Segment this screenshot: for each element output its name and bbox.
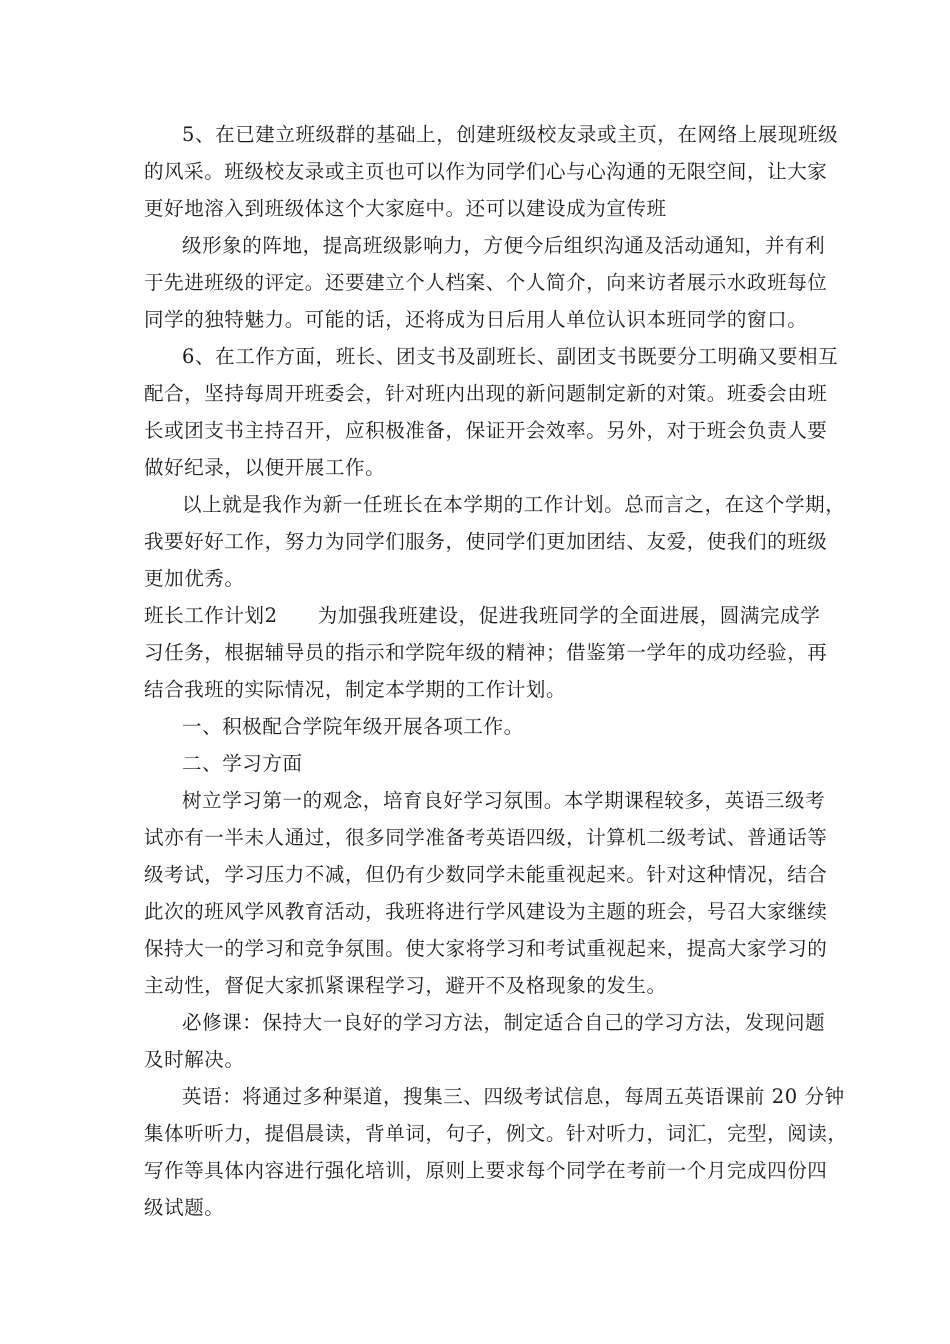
- paragraph-line: 的风采。班级校友录或主页也可以作为同学们心与心沟通的无限空间，让大家: [144, 160, 828, 183]
- paragraph-line: 长或团支书主持召开，应积极准备，保证开会效率。另外，对于班会负责人要: [144, 419, 828, 442]
- list-item-line: 二、学习方面: [182, 752, 303, 775]
- paragraph-line: 保持大一的学习和竞争氛围。使大家将学习和考试重视起来，提高大家学习的: [144, 937, 828, 960]
- paragraph-line: 树立学习第一的观念，培育良好学习氛围。本学期课程较多，英语三级考: [182, 789, 826, 812]
- paragraph-line: 此次的班风学风教育活动，我班将进行学风建设为主题的班会，号召大家继续: [144, 900, 828, 923]
- paragraph-line: 做好纪录，以便开展工作。: [144, 456, 386, 479]
- paragraph-line: 更好地溶入到班级体这个大家庭中。还可以建设成为宣传班: [144, 197, 667, 220]
- paragraph-line: 结合我班的实际情况，制定本学期的工作计划。: [144, 678, 567, 701]
- paragraph-line: 级试题。: [144, 1196, 225, 1219]
- paragraph-line: 配合，坚持每周开班委会，针对班内出现的新问题制定新的对策。班委会由班: [144, 382, 828, 405]
- paragraph-line: 习任务，根据辅导员的指示和学院年级的精神；借鉴第一学年的成功经验，再: [144, 641, 828, 664]
- paragraph-line: 以上就是我作为新一任班长在本学期的工作计划。总而言之，在这个学期，: [182, 493, 846, 516]
- paragraph-line: 5、在已建立班级群的基础上，创建班级校友录或主页，在网络上展现班级: [182, 123, 839, 146]
- paragraph-line: 试亦有一半未人通过，很多同学准备考英语四级，计算机二级考试、普通话等: [144, 826, 828, 849]
- paragraph-line: 级考试，学习压力不减，但仍有少数同学未能重视起来。针对这种情况，结合: [144, 863, 828, 886]
- paragraph-line: 必修课：保持大一良好的学习方法，制定适合自己的学习方法，发现问题: [182, 1011, 826, 1034]
- paragraph-line: 6、在工作方面，班长、团支书及副班长、副团支书既要分工明确又要相互: [182, 345, 839, 368]
- paragraph-line: 英语：将通过多种渠道，搜集三、四级考试信息，每周五英语课前 20 分钟: [182, 1085, 845, 1108]
- paragraph-line: 级形象的阵地，提高班级影响力，方便今后组织沟通及活动通知，并有利: [182, 234, 826, 257]
- paragraph-line: 更加优秀。: [144, 567, 245, 590]
- paragraph-line: 同学的独特魅力。可能的话，还将成为日后用人单位认识本班同学的窗口。: [144, 308, 808, 331]
- section-heading-line: 班长工作计划2 为加强我班建设，促进我班同学的全面进展，圆满完成学: [144, 604, 821, 627]
- paragraph-line: 写作等具体内容进行强化培训，原则上要求每个同学在考前一个月完成四份四: [144, 1159, 828, 1182]
- paragraph-line: 及时解决。: [144, 1048, 245, 1071]
- list-item-line: 一、积极配合学院年级开展各项工作。: [182, 715, 524, 738]
- paragraph-line: 我要好好工作，努力为同学们服务，使同学们更加团结、友爱，使我们的班级: [144, 530, 828, 553]
- paragraph-line: 集体听听力，提倡晨读，背单词，句子，例文。针对听力，词汇，完型，阅读，: [144, 1122, 848, 1145]
- paragraph-line: 主动性，督促大家抓紧课程学习，避开不及格现象的发生。: [144, 974, 667, 997]
- paragraph-line: 于先进班级的评定。还要建立个人档案、个人简介，向来访者展示水政班每位: [144, 271, 828, 294]
